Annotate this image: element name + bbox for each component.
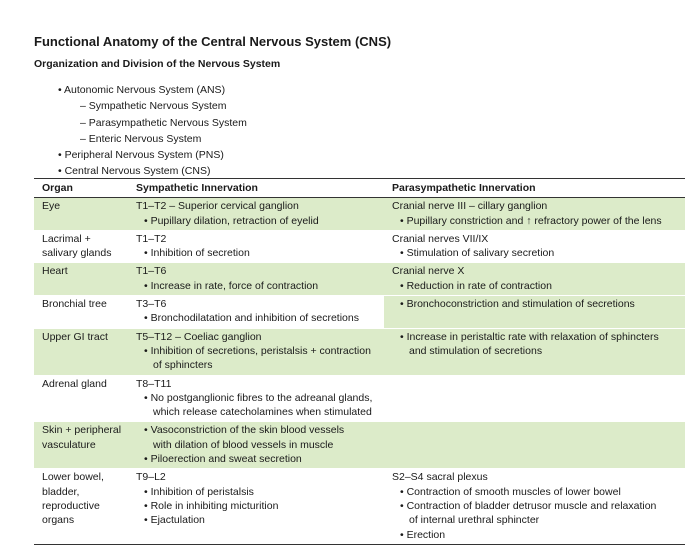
para-line: • Increase in peristaltic rate with relaxation of sphincters bbox=[400, 330, 659, 343]
header-parasympathetic: Parasympathetic Innervation bbox=[384, 179, 685, 198]
outline-item: • Central Nervous System (CNS) bbox=[58, 165, 211, 178]
sym-line: of sphincters bbox=[153, 359, 213, 372]
sympathetic-cell bbox=[128, 198, 384, 231]
sym-line: • Ejactulation bbox=[144, 514, 205, 527]
table-row bbox=[34, 375, 685, 422]
parasympathetic-cell bbox=[384, 198, 685, 231]
table-row bbox=[34, 328, 685, 375]
para-line: and stimulation of secretions bbox=[409, 344, 543, 357]
table-row bbox=[34, 198, 685, 231]
table-row bbox=[34, 469, 685, 544]
organ-cell: Lower bowel, bladder, reproductive organs bbox=[34, 469, 128, 544]
sympathetic-cell bbox=[128, 263, 384, 296]
sym-line: T1–T2 bbox=[136, 232, 167, 245]
para-line: Cranial nerve III – cillary ganglion bbox=[392, 200, 548, 213]
sym-line: • Role in inhibiting micturition bbox=[144, 499, 279, 512]
para-line: of internal urethral sphincter bbox=[409, 514, 540, 527]
table-header-row bbox=[34, 179, 685, 198]
sym-line: T8–T11 bbox=[136, 377, 172, 390]
outline-item: • Autonomic Nervous System (ANS) bbox=[58, 84, 226, 96]
sym-line: T5–T12 – Coeliac ganglion bbox=[136, 330, 262, 343]
para-line: Cranial nerves VII/IX bbox=[392, 232, 489, 245]
sympathetic-cell bbox=[128, 375, 384, 422]
sym-line: • Inhibition of secretions, peristalsis + contraction bbox=[144, 344, 371, 357]
sym-line: • Inhibition of peristalsis bbox=[144, 485, 254, 498]
organ-cell: Eye bbox=[34, 198, 128, 231]
sym-line: • Bronchodilatation and inhibition of secretions bbox=[144, 312, 359, 325]
sym-line: T3–T6 bbox=[136, 298, 167, 311]
parasympathetic-cell bbox=[384, 422, 685, 469]
organ-cell: Lacrimal + salivary glands bbox=[34, 230, 128, 263]
outline-subitem: – Sympathetic Nervous System bbox=[80, 100, 227, 113]
nervous-system-outline bbox=[58, 82, 247, 180]
para-line: • Contraction of smooth muscles of lower bowel bbox=[400, 485, 621, 498]
parasympathetic-cell bbox=[384, 230, 685, 263]
organ-cell: Bronchial tree bbox=[34, 296, 128, 329]
parasympathetic-cell bbox=[384, 296, 685, 329]
sym-line: • Vasoconstriction of the skin blood vessels bbox=[144, 424, 345, 437]
para-line: S2–S4 sacral plexus bbox=[392, 471, 488, 484]
organ-cell: Skin + peripheral vasculature bbox=[34, 422, 128, 469]
sympathetic-cell bbox=[128, 296, 384, 329]
sym-line: T1–T6 bbox=[136, 265, 167, 278]
sym-line: T1–T2 – Superior cervical ganglion bbox=[136, 200, 299, 213]
sym-line: • Inhibition of secretion bbox=[144, 247, 250, 260]
header-organ: Organ bbox=[34, 179, 128, 198]
sym-line: • Pupillary dilation, retraction of eyelid bbox=[144, 214, 319, 227]
para-line: • Bronchoconstriction and stimulation of secretions bbox=[400, 298, 635, 311]
sym-line: T9–L2 bbox=[136, 471, 166, 484]
innervation-table bbox=[34, 178, 685, 545]
table-row bbox=[34, 263, 685, 296]
parasympathetic-cell bbox=[384, 469, 685, 544]
table-row bbox=[34, 422, 685, 469]
para-line: Cranial nerve X bbox=[392, 265, 465, 278]
para-line: • Stimulation of salivary secretion bbox=[400, 247, 555, 260]
organ-cell: Adrenal gland bbox=[34, 375, 128, 422]
sym-line: • Piloerection and sweat secretion bbox=[144, 453, 302, 466]
organ-cell: Upper GI tract bbox=[34, 328, 128, 375]
parasympathetic-cell bbox=[384, 375, 685, 422]
outline-item: • Peripheral Nervous System (PNS) bbox=[58, 149, 224, 162]
section-subtitle: Organization and Division of the Nervous System bbox=[34, 58, 281, 70]
para-line: • Erection bbox=[400, 528, 446, 541]
table-row bbox=[34, 230, 685, 263]
sympathetic-cell bbox=[128, 422, 384, 469]
sym-line: with dilation of blood vessels in muscle bbox=[153, 438, 334, 451]
table-row bbox=[34, 296, 685, 329]
parasympathetic-cell bbox=[384, 263, 685, 296]
outline-subitem: – Enteric Nervous System bbox=[80, 132, 202, 145]
sympathetic-cell bbox=[128, 328, 384, 375]
sym-line: • Increase in rate, force of contraction bbox=[144, 279, 319, 292]
sym-line: which release catecholamines when stimulated bbox=[153, 406, 372, 419]
parasympathetic-cell bbox=[384, 328, 685, 375]
para-line: • Contraction of bladder detrusor muscle and relaxation bbox=[400, 499, 657, 512]
outline-subitem: – Parasympathetic Nervous System bbox=[80, 116, 247, 129]
sympathetic-cell bbox=[128, 469, 384, 544]
organ-cell: Heart bbox=[34, 263, 128, 296]
para-line: • Pupillary constriction and ↑ refractory power of the lens bbox=[400, 214, 662, 227]
para-line: • Reduction in rate of contraction bbox=[400, 279, 552, 292]
sym-line: • No postganglionic fibres to the adreanal glands, bbox=[144, 391, 373, 404]
page-title: Functional Anatomy of the Central Nervous System (CNS) bbox=[34, 34, 392, 49]
header-sympathetic: Sympathetic Innervation bbox=[128, 179, 384, 198]
sympathetic-cell bbox=[128, 230, 384, 263]
